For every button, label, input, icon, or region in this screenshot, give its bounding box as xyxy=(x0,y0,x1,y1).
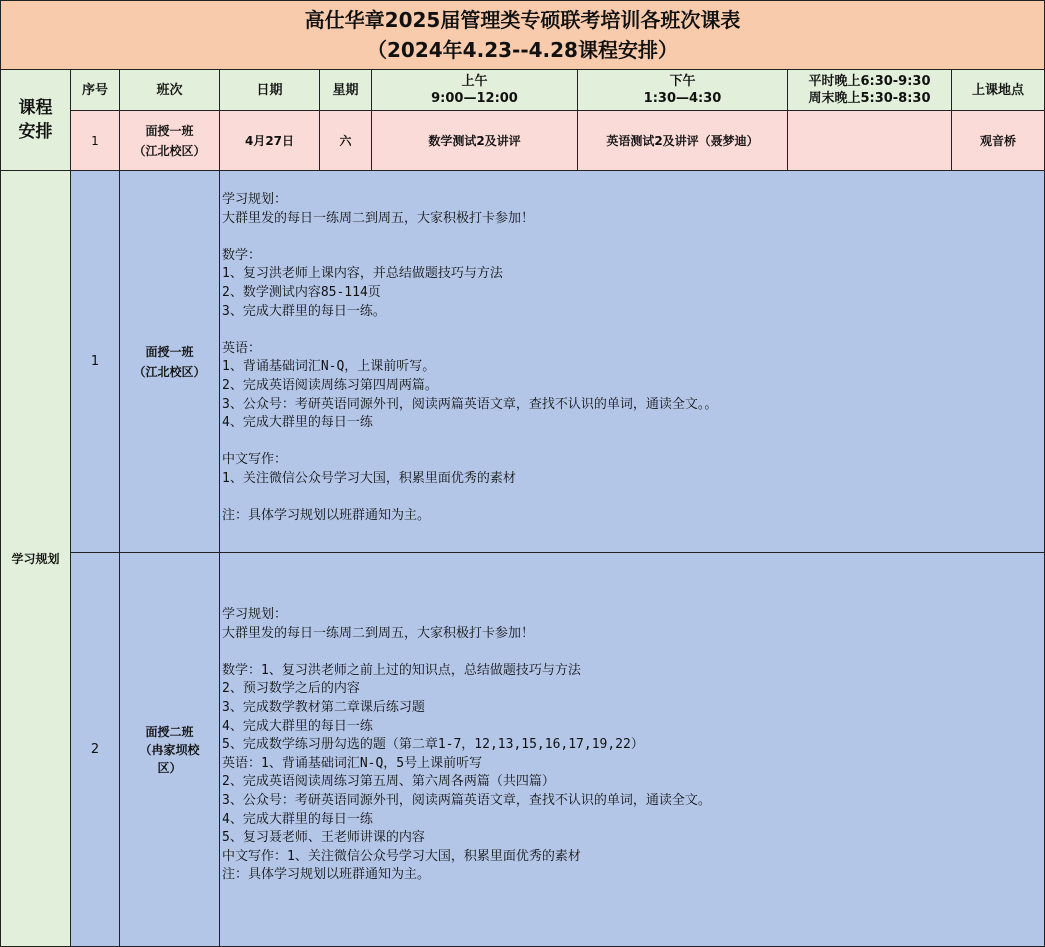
header-class: 班次 xyxy=(119,69,220,111)
plan2-seq: 2 xyxy=(70,552,120,947)
header-seq: 序号 xyxy=(70,69,120,111)
sheet-title xyxy=(0,0,1045,70)
header-location: 上课地点 xyxy=(951,69,1045,111)
header-date: 日期 xyxy=(219,69,320,111)
schedule-location: 观音桥 xyxy=(951,110,1045,171)
title-line1: 高仕华章2025届管理类专硕联考培训各班次课表 xyxy=(304,8,741,32)
schedule-morning: 数学测试2及讲评 xyxy=(371,110,578,171)
title-line2: （2024年4.23--4.28课程安排） xyxy=(367,38,678,62)
course-schedule-label: 课程 安排 xyxy=(0,69,71,171)
header-morning: 上午 9:00—12:00 xyxy=(371,69,578,111)
schedule-date: 4月27日 xyxy=(219,110,320,171)
header-afternoon: 下午 1:30—4:30 xyxy=(577,69,788,111)
schedule-class: 面授一班 （江北校区） xyxy=(119,110,220,171)
plan1-class: 面授一班 （江北校区） xyxy=(119,170,220,553)
schedule-evening xyxy=(787,110,952,171)
plan1-seq: 1 xyxy=(70,170,120,553)
plan1-text: 学习规划： 大群里发的每日一练周二到周五，大家积极打卡参加！ 数学： 1、复习洪老师上课内容，并总结做题技巧与方法 2、数学测试内容85-114页 3、完成大群里的每日一练。 英语： 1、背诵基础词汇N-Q，上课前听写。 2、完成英语阅读周练习第四周两篇。 3、公众号：考研英语同源外刊，阅读两篇英语文章，查找不认识的单词，通读全文。。 4、完成大群里的每日一练 中文写作： 1、关注微信公众号学习大国，积累里面优秀的素材 注：具体学习规划以班群通知为主。 xyxy=(219,170,1045,553)
schedule-seq: 1 xyxy=(70,110,120,171)
study-plan-label: 学习规划 xyxy=(0,170,71,947)
schedule-afternoon: 英语测试2及讲评（聂梦迪） xyxy=(577,110,788,171)
plan2-class: 面授二班 （冉家坝校 区） xyxy=(119,552,220,947)
header-evening: 平时晚上6:30-9:30 周末晚上5:30-8:30 xyxy=(787,69,952,111)
plan2-text: 学习规划： 大群里发的每日一练周二到周五，大家积极打卡参加！ 数学：1、复习洪老师之前上过的知识点，总结做题技巧与方法 2、预习数学之后的内容 3、完成数学教材第二章课后练习题 4、完成大群里的每日一练 5、完成数学练习册勾选的题（第二章1-7，12,13,15,16,17,19,22） 英语：1、背诵基础词汇N-Q，5号上课前听写 2、完成英语阅读周练习第五周、第六周各两篇（共四篇） 3、公众号：考研英语同源外刊，阅读两篇英语文章，查找不认识的单词，通读全文。 4、完成大群里的每日一练 5、复习聂老师、王老师讲课的内容 中文写作：1、关注微信公众号学习大国，积累里面优秀的素材 注：具体学习规划以班群通知为主。 xyxy=(219,552,1045,947)
header-weekday: 星期 xyxy=(319,69,372,111)
schedule-weekday: 六 xyxy=(319,110,372,171)
